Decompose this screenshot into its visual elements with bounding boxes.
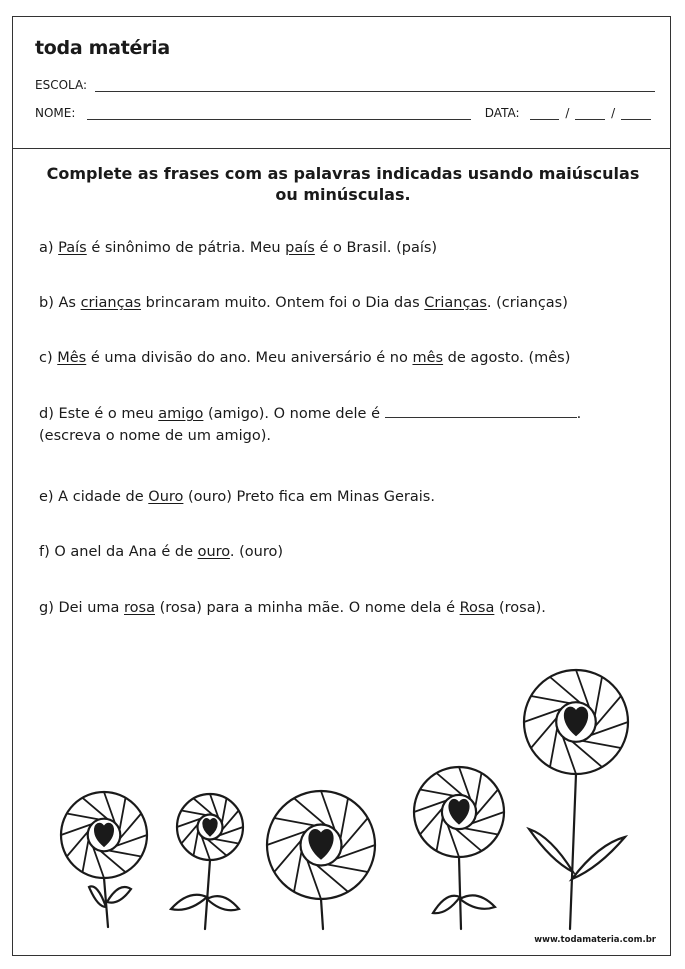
exercise-item-f: f) O anel da Ana é de ouro. (ouro) bbox=[39, 544, 284, 560]
website-url: www.todamateria.com.br bbox=[534, 935, 656, 945]
flower-leaf bbox=[572, 837, 625, 879]
flower-stem bbox=[205, 860, 210, 929]
flower-stem bbox=[321, 899, 323, 929]
answer-word: País bbox=[58, 240, 87, 256]
rose-flower bbox=[524, 670, 628, 929]
flower-leaf bbox=[529, 829, 573, 872]
exercise-item-d: d) Este é o meu amigo (amigo). O nome dele é . (escreva o nome de um amigo). bbox=[39, 403, 581, 447]
answer-word: mês bbox=[412, 350, 444, 366]
exercise-item-b: b) As crianças brincaram muito. Ontem foi o Dia das Crianças. (crianças) bbox=[39, 295, 568, 311]
flower-leaf bbox=[89, 886, 106, 907]
school-label: ESCOLA: bbox=[35, 78, 88, 92]
heart-rose-flowers-illustration bbox=[13, 17, 672, 957]
answer-word: Rosa bbox=[459, 600, 495, 616]
answer-word: amigo bbox=[158, 406, 204, 422]
rose-flower bbox=[267, 791, 375, 929]
flower-leaf bbox=[171, 895, 207, 910]
flower-leaf bbox=[207, 896, 239, 910]
answer-word: Mês bbox=[57, 350, 87, 366]
rose-flower bbox=[414, 767, 504, 929]
rose-flower bbox=[171, 794, 243, 929]
answer-word: Ouro bbox=[148, 489, 184, 505]
date-slash: / bbox=[611, 106, 616, 120]
date-label: DATA: bbox=[484, 106, 520, 120]
name-label: NOME: bbox=[35, 106, 76, 120]
flower-stem bbox=[570, 774, 576, 929]
answer-word: crianças bbox=[80, 295, 142, 311]
exercise-item-e: e) A cidade de Ouro (ouro) Preto fica em Minas Gerais. bbox=[39, 489, 435, 505]
exercise-item-a: a) País é sinônimo de pátria. Meu país é o Brasil. (país) bbox=[39, 240, 438, 256]
answer-word: Crianças bbox=[424, 295, 487, 311]
exercise-item-g: g) Dei uma rosa (rosa) para a minha mãe. O nome dela é Rosa (rosa). bbox=[39, 600, 546, 616]
answer-word: país bbox=[285, 240, 315, 256]
brand-logo: toda matéria bbox=[35, 37, 170, 59]
answer-word: ouro bbox=[197, 544, 230, 560]
rose-flower bbox=[61, 792, 147, 927]
flower-leaf bbox=[107, 887, 131, 903]
worksheet bbox=[12, 16, 671, 956]
answer-word: rosa bbox=[124, 600, 155, 616]
date-slash: / bbox=[565, 106, 570, 120]
instruction-title: Complete as frases com as palavras indicadas usando maiúsculas ou minúsculas. bbox=[46, 164, 640, 204]
exercise-item-c: c) Mês é uma divisão do ano. Meu aniversário é no mês de agosto. (mês) bbox=[39, 350, 571, 366]
flower-leaf bbox=[433, 896, 460, 913]
flower-leaf bbox=[460, 895, 495, 908]
exercise-item-d-note: (escreva o nome de um amigo). bbox=[39, 428, 271, 444]
flower-stem bbox=[459, 857, 461, 929]
